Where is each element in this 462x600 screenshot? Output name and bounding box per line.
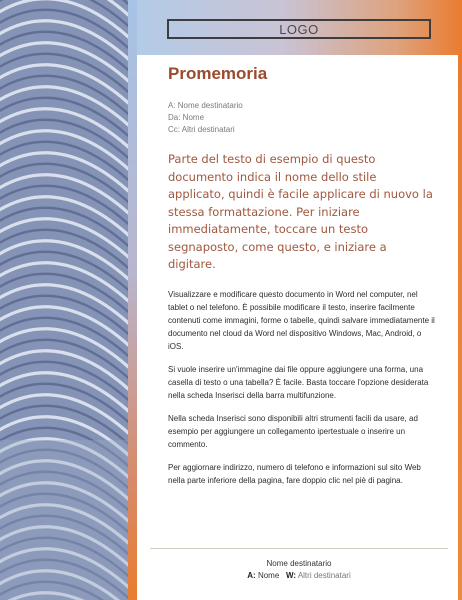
decorative-snow-photo	[0, 0, 128, 600]
to-line[interactable]: A: Nome destinatario	[168, 101, 243, 110]
body-paragraph[interactable]: Nella scheda Inserisci sono disponibili altri strumenti facili da usare, ad esempio per aggiungere un collegamento ipertestuale o inserire un commento.	[168, 413, 418, 449]
header-band	[137, 0, 462, 55]
memo-title[interactable]: Promemoria	[168, 64, 268, 83]
footer-contact-line	[150, 570, 448, 582]
body-paragraph[interactable]: Visualizzare e modificare questo documento in Word nel computer, nel tablet o nel telefono. È possibile modificare il testo, inserire facilmente contenuti come immagini, forme o tabelle, quindi salvare immediatamente il documento nel cloud da Word nel dispositivo Windows, Mac, Android, o iOS.	[168, 289, 435, 351]
memo-recipients	[168, 100, 436, 136]
from-line[interactable]: Da: Nome	[168, 113, 205, 122]
body-paragraph[interactable]: Si vuole inserire un'immagine dai file oppure aggiungere una forma, una casella di testo o una tabella? È facile. Basta toccare l'opzione desiderata nella scheda Inserisci della barra multifunzione.	[168, 364, 429, 400]
page-footer[interactable]	[150, 558, 448, 582]
footer-recipient: Nome destinatario	[266, 559, 332, 568]
footer-divider	[150, 548, 448, 549]
cc-line[interactable]: Cc: Altri destinatari	[168, 125, 235, 134]
footer-w-label: W:	[285, 571, 297, 580]
footer-a-value: Nome	[257, 571, 280, 580]
lead-paragraph[interactable]: Parte del testo di esempio di questo documento indica il nome dello stile applicato, quindi è facile applicare di nuovo la stessa formattazione. Per iniziare immediatamente, toccare un testo segnaposto, come questo, e iniziare a digitare.	[168, 152, 433, 271]
footer-a-label: A:	[247, 571, 256, 580]
footer-w-value: Altri destinatari	[297, 571, 351, 580]
right-accent-edge	[458, 55, 462, 600]
body-paragraph[interactable]: Per aggiornare indirizzo, numero di telefono e informazioni sul sito Web nella parte inferiore della pagina, fare doppio clic nel piè di pagina.	[168, 462, 421, 485]
logo-text: LOGO	[279, 21, 319, 37]
accent-bar	[128, 0, 137, 600]
logo-placeholder[interactable]	[167, 19, 431, 39]
memo-body	[168, 64, 436, 497]
